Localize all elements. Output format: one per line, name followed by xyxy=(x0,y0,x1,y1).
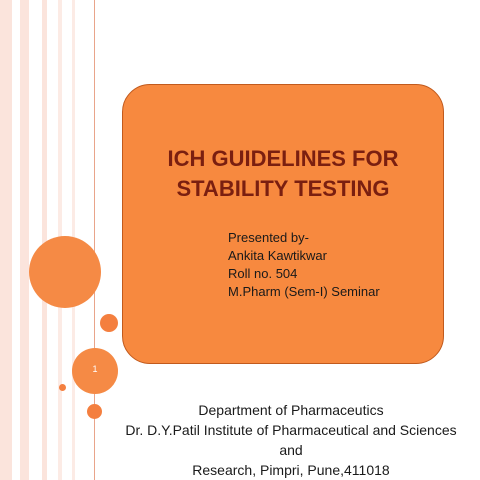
roll-number: Roll no. 504 xyxy=(228,266,298,281)
presenter-info xyxy=(228,229,380,301)
decorative-stripe xyxy=(0,0,12,480)
department-name: Department of Pharmaceutics xyxy=(198,402,384,418)
institute-address: Research, Pimpri, Pune,411018 xyxy=(192,462,390,478)
department-info xyxy=(118,400,464,480)
slide-title-line: ICH GUIDELINES FOR xyxy=(167,146,399,171)
seminar-label: M.Pharm (Sem-I) Seminar xyxy=(228,284,380,299)
decorative-circle-medium xyxy=(100,314,118,332)
decorative-circle-low xyxy=(87,404,102,419)
decorative-circle-small xyxy=(59,384,66,391)
presenter-name: Ankita Kawtikwar xyxy=(228,248,327,263)
slide-number: 1 xyxy=(92,364,98,374)
presenter-line: Presented by- xyxy=(228,230,309,245)
title-box xyxy=(122,84,444,364)
slide-title-line: STABILITY TESTING xyxy=(176,176,390,201)
slide-title xyxy=(122,144,444,204)
institute-name: Dr. D.Y.Patil Institute of Pharmaceutical and Sciences and xyxy=(125,422,457,458)
decorative-circle-large xyxy=(29,236,101,308)
decorative-stripe xyxy=(20,0,29,480)
